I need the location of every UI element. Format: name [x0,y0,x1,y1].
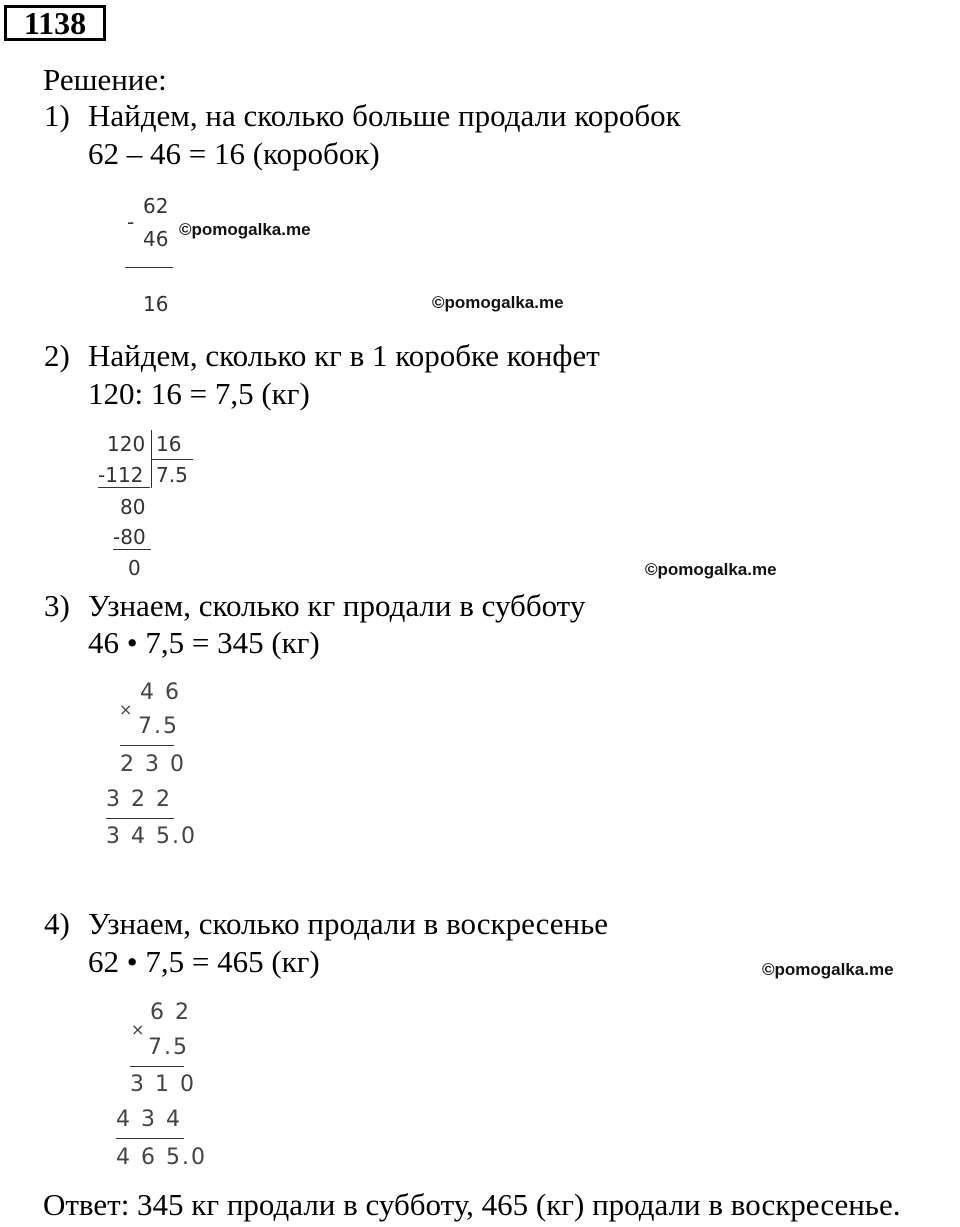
step-4-number: 4) [44,906,70,941]
subtrahend-1: -112 [98,463,144,487]
watermark: ©pomogalka.me [179,220,311,239]
product-result: 3 4 5.0 [106,824,197,849]
product-line-1 [120,745,174,746]
subtrahend-2: -80 [113,525,146,549]
product-line-1 [130,1066,184,1067]
step-3-number: 3) [44,588,70,623]
multiplicand: 4 6 [140,680,181,705]
step-4-expression: 62 • 7,5 = 465 (кг) [88,944,320,979]
divisor-line [151,459,193,460]
problem-number: 1138 [23,5,87,41]
product-result: 4 6 5.0 [116,1145,207,1170]
multiplier: 7.5 [148,1035,189,1060]
answer-text: Ответ: 345 кг продали в субботу, 465 (кг) продали в воскресенье. [43,1187,901,1222]
multiply-sign: × [119,700,133,719]
subtraction-line-2 [113,549,151,550]
step-1-expression: 62 – 46 = 16 (коробок) [88,136,380,171]
result-line [125,267,173,268]
step-1-text: Найдем, на сколько больше продали коробок [88,98,681,133]
minus-sign: - [127,210,135,234]
partial-product-1: 2 3 0 [120,752,186,777]
step-3-expression: 46 • 7,5 = 345 (кг) [88,625,320,660]
step-4-text: Узнаем, сколько продали в воскресенье [88,906,609,941]
solution-label: Решение: [43,62,167,97]
watermark: ©pomogalka.me [645,560,777,579]
difference: 16 [143,292,169,316]
problem-number-box [4,5,106,41]
step-2-text: Найдем, сколько кг в 1 коробке конфет [88,338,600,373]
divisor: 16 [156,432,182,456]
watermark: ©pomogalka.me [432,293,564,312]
watermark: ©pomogalka.me [762,960,894,979]
product-line-2 [106,818,174,819]
subtrahend: 46 [143,227,169,251]
multiplier: 7.5 [138,714,179,739]
step-2-number: 2) [44,338,70,373]
multiply-sign: × [131,1020,145,1039]
multiplicand: 6 2 [150,1000,191,1025]
step-1-number: 1) [44,98,70,133]
step-3-text: Узнаем, сколько кг продали в субботу [88,588,586,623]
partial-product-2: 4 3 4 [116,1107,182,1132]
product-line-2 [116,1138,184,1139]
partial-product-2: 3 2 2 [106,787,172,812]
minuend: 62 [143,194,169,218]
partial-product-1: 3 1 0 [130,1072,196,1097]
quotient: 7.5 [156,463,188,487]
remainder-2: 0 [128,556,141,580]
dividend: 120 [107,432,146,456]
remainder-1: 80 [120,495,146,519]
step-2-expression: 120: 16 = 7,5 (кг) [88,376,310,411]
subtraction-line-1 [98,487,150,488]
